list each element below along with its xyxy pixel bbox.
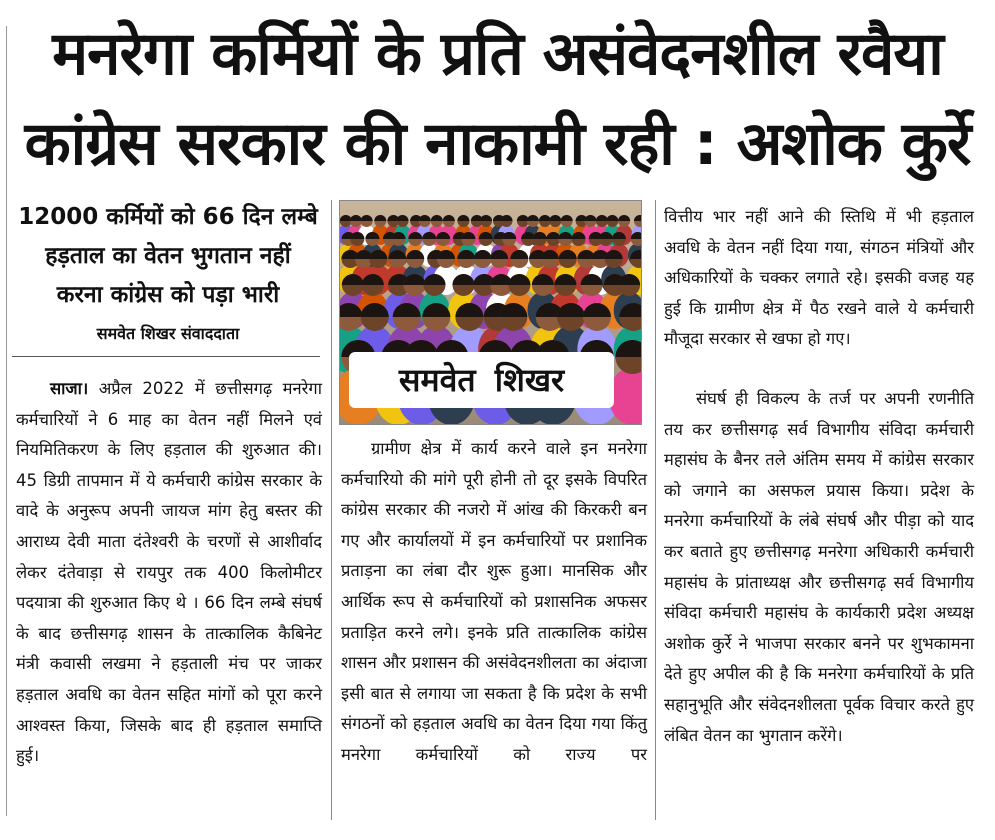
article-column-3-para-1: वित्तीय भार नहीं आने की स्तिथि में भी हड़ताल अवधि के वेतन नहीं दिया गया, संगठन मंत्रियों और अधिकारियों के चक्कर लगाते रहे। इसकी वजह यह हुई कि ग्रामीण क्षेत्र में पैठ रखने वाले ये कर्मचारी मौजूदा सरकार से खफा हो गए। <box>664 207 974 349</box>
article-column-1-text: अप्रैल 2022 में छत्तीसगढ़ मनरेगा कर्मचारियों ने 6 माह का वेतन नहीं मिलने एवं नियमितिकरण के लिए हड़ताल की शुरुआत की। 45 डिग्री तापमान में ये कर्मचारी कांग्रेस सरकार के वादे के अनुरूप अपनी जायज मांग हेतु बस्तर की आराध्य देवी माता दंतेश्वरी के चरणों से आशीर्वाद लेकर दंतेवाड़ा से रायपुर तक 400 किलोमीटर पदयात्रा की शुरुआत किए थे । 66 दिन लम्बे संघर्ष के बाद छत्तीसगढ़ शासन के तात्कालिक कैबिनेट मंत्री कवासी लखमा ने हड़ताली मंच पर जाकर हड़ताल अवधि का वेतन सहित मांगों को पूरा करने आश्वस्त किया, जिसके बाद ही हड़ताल समाप्ति हुई। <box>16 379 322 766</box>
subheadline-line-3: करना कांग्रेस को पड़ा भारी <box>56 282 280 308</box>
byline: समवेत शिखर संवाददाता <box>96 324 240 343</box>
dateline: साजा। <box>50 379 89 398</box>
headline-line-2: कांग्रेस सरकार की नाकामी रही : अशोक कुर्रे <box>24 109 971 179</box>
article-column-2: ग्रामीण क्षेत्र में कार्य करने वाले इन मनरेगा कर्मचारियो की मांगे पूरी होनी तो दूर इसके विपरित कांग्रेस सरकार की नजरो में आंख की किरकरी बन गए और कार्यालयों में इन कर्मचारियों पर प्रशानिक प्रताड़ना का लंबा दौर शुरू हुआ। मानसिक और आर्थिक रूप से कर्मचारियों को प्रशासनिक अफसर प्रताड़ित करने लगे। इनके प्रति तात्कालिक कांग्रेस शासन और प्रशासन की असंवेदनशीलता का अंदाजा इसी बात से लगाया जा सकता है कि प्रदेश के सभी संगठनों को हड़ताल अवधि का वेतन दिया गया किंतु मनरेगा कर्मचारियों को राज्य पर <box>341 439 647 764</box>
column-separator-1 <box>331 200 332 820</box>
article-column-3-para-2: संघर्ष ही विकल्प के तर्ज पर अपनी रणनीति तय कर छत्तीसगढ़ सर्व विभागीय संविदा कर्मचारी महासंघ के बैनर तले अंतिम समय में कांग्रेस सरकार को जगाने का असफल प्रयास किया। प्रदेश के मनरेगा कर्मचारियों के लंबे संघर्ष और पीड़ा को याद कर बताते हुए छत्तीसगढ़ मनरेगा अधिकारी कर्मचारी महासंघ के प्रांताध्यक्ष और छत्तीसगढ़ सर्व विभागीय संविदा कर्मचारी महासंघ के कार्यकारी प्रदेश अध्यक्ष अशोक कुर्रे ने भाजपा सरकार बनने पर शुभकामना देते हुए अपील की है कि मनरेगा कर्मचारियों के प्रति सहानुभूति और संवेदनशीलता पूर्वक विचार करते हुए लंबित वेतन का भुगतान करेंगे। <box>664 389 974 745</box>
headline-line-1: मनरेगा कर्मियों के प्रति असंवेदनशील रवैया <box>52 19 943 89</box>
byline-rule <box>12 356 320 357</box>
article-column-1 <box>16 374 322 772</box>
subheadline-line-1: 12000 कर्मियों को 66 दिन लम्बे <box>18 204 318 230</box>
subheadline-line-2: हड़ताल का वेतन भुगतान नहीं <box>45 243 291 269</box>
column-separator-2 <box>655 200 656 820</box>
newspaper-watermark: समवेत शिखर <box>349 352 614 408</box>
